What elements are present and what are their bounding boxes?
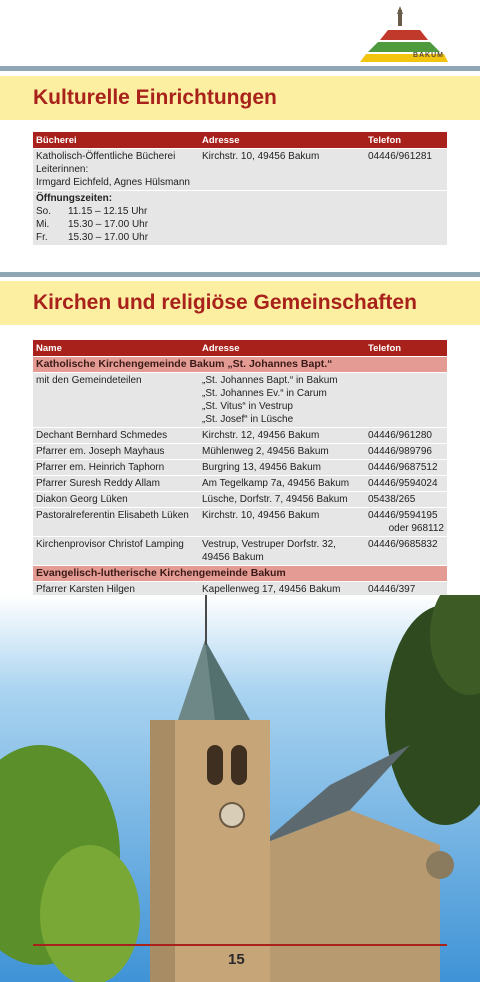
table-header-row (33, 132, 447, 149)
hours-day: So. (36, 206, 52, 217)
library-leaders-label: Leiterinnen: (36, 164, 89, 175)
contact-phone: 04446/9687512 (365, 460, 447, 476)
group-catholic: Katholische Kirchengemeinde Bakum „St. Johannes Bapt.“ (33, 357, 447, 373)
hours-line (36, 231, 196, 244)
contact-name: Pfarrer em. Joseph Mayhaus (33, 444, 199, 460)
col-header: Bücherei (33, 132, 199, 149)
table-row (33, 373, 447, 428)
library-address: Kirchstr. 10, 49456 Bakum (199, 149, 365, 191)
table-row (33, 428, 447, 444)
churches-table (33, 340, 447, 597)
parish-item: „St. Johannes Bapt.“ in Bakum (202, 375, 338, 386)
contact-phone: 04446/9594195 (368, 510, 438, 521)
table-row (33, 492, 447, 508)
col-header: Adresse (199, 340, 365, 357)
page-number: 15 (228, 951, 245, 968)
contact-address-line2: 49456 Bakum (202, 552, 264, 563)
contact-address: Kirchstr. 12, 49456 Bakum (199, 428, 365, 444)
table-header-row (33, 340, 447, 357)
hours-time: 15.30 – 17.00 Uhr (68, 219, 149, 230)
col-header: Telefon (365, 132, 447, 149)
parish-item: „St. Vitus“ in Vestrup (202, 401, 293, 412)
contact-name: Pfarrer em. Heinrich Taphorn (33, 460, 199, 476)
table-row (33, 508, 447, 537)
group-row (33, 566, 447, 582)
contact-address: Am Tegelkamp 7a, 49456 Bakum (199, 476, 365, 492)
contact-name: Diakon Georg Lüken (33, 492, 199, 508)
contact-phone: 04446/989796 (365, 444, 447, 460)
library-phone: 04446/961281 (365, 149, 447, 191)
opening-hours-row (33, 191, 447, 246)
contact-phone: 04446/9685832 (365, 537, 447, 566)
section-divider (0, 272, 480, 277)
top-divider (0, 66, 480, 71)
contact-phone: 04446/9594024 (365, 476, 447, 492)
contact-address: Kapellenweg 17, 49456 Bakum (199, 582, 365, 598)
library-name: Katholisch-Öffentliche Bücherei (36, 151, 176, 162)
contact-address: Burgring 13, 49456 Bakum (199, 460, 365, 476)
contact-phone-alt: oder 968112 (388, 523, 444, 534)
hours-line (36, 218, 196, 231)
footer-line (33, 944, 447, 946)
contact-name: Pfarrer Suresh Reddy Allam (33, 476, 199, 492)
table-row (33, 460, 447, 476)
library-leaders: Irmgard Eichfeld, Agnes Hülsmann (36, 177, 190, 188)
section-title-churches: Kirchen und religiöse Gemeinschaften (33, 291, 417, 314)
church-photo (0, 595, 480, 982)
table-row (33, 149, 447, 191)
parish-item: „St. Josef“ in Lüsche (202, 414, 294, 425)
logo-text: BAKUM (412, 52, 444, 59)
section-title-culture: Kulturelle Einrichtungen (33, 86, 277, 109)
contact-phone: 05438/265 (365, 492, 447, 508)
contact-name: Pfarrer Karsten Hilgen (33, 582, 199, 598)
col-header: Adresse (199, 132, 365, 149)
hours-time: 11.15 – 12.15 Uhr (68, 206, 148, 217)
hours-title: Öffnungszeiten: (36, 193, 113, 204)
col-header: Telefon (365, 340, 447, 357)
section-heading-bar (0, 281, 480, 325)
table-row (33, 476, 447, 492)
parishes-label: mit den Gemeindeteilen (33, 373, 199, 428)
hours-line (36, 205, 196, 218)
contact-name: Pastoralreferentin Elisabeth Lüken (33, 508, 199, 537)
library-table (33, 132, 447, 245)
hours-day: Fr. (36, 232, 48, 243)
contact-address: Vestrup, Vestruper Dorfstr. 32, (202, 539, 336, 550)
table-row (33, 537, 447, 566)
contact-name: Dechant Bernhard Schmedes (33, 428, 199, 444)
contact-address: Mühlenweg 2, 49456 Bakum (199, 444, 365, 460)
parish-item: „St. Johannes Ev.“ in Carum (202, 388, 327, 399)
hours-day: Mi. (36, 219, 50, 230)
section-heading-bar (0, 76, 480, 120)
contact-address: Kirchstr. 10, 49456 Bakum (199, 508, 365, 537)
group-row (33, 357, 447, 373)
col-header: Name (33, 340, 199, 357)
table-row (33, 444, 447, 460)
contact-address: Lüsche, Dorfstr. 7, 49456 Bakum (199, 492, 365, 508)
contact-phone: 04446/961280 (365, 428, 447, 444)
group-protestant: Evangelisch-lutherische Kirchengemeinde Bakum (33, 566, 447, 582)
hours-time: 15.30 – 17.00 Uhr (68, 232, 149, 243)
contact-phone: 04446/397 (365, 582, 447, 598)
contact-name: Kirchenprovisor Christof Lamping (33, 537, 199, 566)
